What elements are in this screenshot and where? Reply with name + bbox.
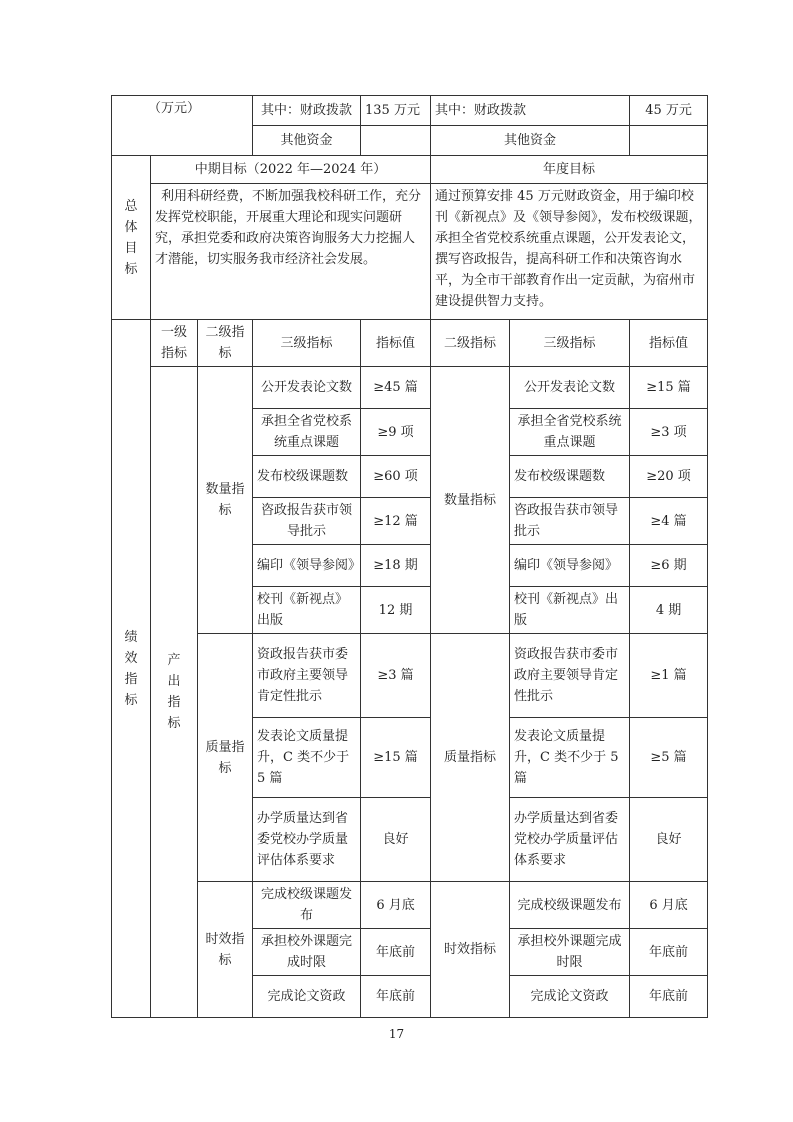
- value-header: 指标值: [361, 320, 431, 367]
- mid-indicator-value: 年底前: [361, 929, 431, 976]
- quality-indicator-label: 质量指标: [198, 634, 253, 882]
- mid-indicator-value: 6 月底: [361, 882, 431, 929]
- level1-header: 一级指标: [151, 320, 198, 367]
- mid-indicator-value: ≥18 期: [361, 545, 431, 587]
- mid-indicator-name: 公开发表论文数: [253, 367, 361, 409]
- mid-indicator-value: ≥15 篇: [361, 718, 431, 798]
- mid-indicator-name: 发表论文质量提升，C 类不少于 5 篇: [253, 718, 361, 798]
- annual-level3-header: 三级指标: [510, 320, 630, 367]
- mid-other-label: 其他资金: [253, 126, 361, 156]
- mid-fiscal-label: 其中：财政拨款: [253, 96, 361, 126]
- table-row: [112, 882, 708, 929]
- mid-indicator-value: ≥12 篇: [361, 498, 431, 545]
- annual-indicator-name: 办学质量达到省委党校办学质量评估体系要求: [510, 798, 630, 882]
- mid-indicator-name: 承担校外课题完成时限: [253, 929, 361, 976]
- mid-indicator-name: 咨政报告获市领导批示: [253, 498, 361, 545]
- level3-header: 三级指标: [253, 320, 361, 367]
- mid-indicator-value: ≥45 篇: [361, 367, 431, 409]
- mid-term-goal-header: 中期目标（2022 年—2024 年）: [151, 156, 431, 184]
- year-other-value: [630, 126, 708, 156]
- mid-indicator-value: 良好: [361, 798, 431, 882]
- annual-indicator-name: 资政报告获市委市政府主要领导肯定性批示: [510, 634, 630, 718]
- annual-indicator-value: ≥20 项: [630, 456, 708, 498]
- mid-indicator-name: 承担全省党校系统重点课题: [253, 409, 361, 456]
- annual-goal-text: 通过预算安排 45 万元财政资金，用于编印校刊《新视点》及《领导参阅》，发布校级课题，承担全省党校系统重点课题，公开发表论文，撰写咨政报告，提高科研工作和决策咨询水平，为全市干部教育作出一定贡献，为宿州市建设提供智力支持。: [431, 184, 708, 320]
- annual-value-header: 指标值: [630, 320, 708, 367]
- year-other-label: 其他资金: [431, 126, 630, 156]
- annual-indicator-value: ≥4 篇: [630, 498, 708, 545]
- annual-indicator-name: 完成论文资政: [510, 976, 630, 1018]
- annual-indicator-name: 承担校外课题完成时限: [510, 929, 630, 976]
- annual-indicator-name: 承担全省党校系统重点课题: [510, 409, 630, 456]
- mid-indicator-value: 12 期: [361, 587, 431, 634]
- annual-timeliness-indicator-label: 时效指标: [431, 882, 510, 1018]
- mid-indicator-value: ≥60 项: [361, 456, 431, 498]
- annual-indicator-name: 校刊《新视点》出版: [510, 587, 630, 634]
- annual-indicator-name: 发布校级课题数: [510, 456, 630, 498]
- mid-indicator-name: 编印《领导参阅》: [253, 545, 361, 587]
- mid-other-value: [361, 126, 431, 156]
- table-row: [112, 634, 708, 718]
- annual-indicator-value: ≥15 篇: [630, 367, 708, 409]
- mid-term-goal-text: 利用科研经费，不断加强我校科研工作，充分发挥党校职能，开展重大理论和现实问题研究，承担党委和政府决策咨询服务大力挖掘人才潜能，切实服务我市经济社会发展。: [151, 184, 431, 320]
- mid-indicator-name: 校刊《新视点》出版: [253, 587, 361, 634]
- annual-level2-header: 二级指标: [431, 320, 510, 367]
- annual-indicator-value: 6 月底: [630, 882, 708, 929]
- funding-unit-label: （万元）: [112, 96, 253, 156]
- annual-indicator-value: ≥1 篇: [630, 634, 708, 718]
- annual-indicator-name: 发表论文质量提升，C 类不少于 5 篇: [510, 718, 630, 798]
- timeliness-indicator-label: 时效指标: [198, 882, 253, 1018]
- page-number: 17: [388, 1027, 405, 1041]
- mid-indicator-name: 完成论文资政: [253, 976, 361, 1018]
- annual-indicator-value: ≥3 项: [630, 409, 708, 456]
- performance-table: [111, 95, 708, 1018]
- annual-indicator-value: 年底前: [630, 929, 708, 976]
- annual-goal-header: 年度目标: [431, 156, 708, 184]
- mid-indicator-name: 发布校级课题数: [253, 456, 361, 498]
- annual-quality-indicator-label: 质量指标: [431, 634, 510, 882]
- annual-indicator-value: 年底前: [630, 976, 708, 1018]
- mid-indicator-value: 年底前: [361, 976, 431, 1018]
- annual-indicator-value: 4 期: [630, 587, 708, 634]
- mid-fiscal-value: 135 万元: [361, 96, 431, 126]
- year-fiscal-label: 其中：财政拨款: [431, 96, 630, 126]
- year-fiscal-value: 45 万元: [630, 96, 708, 126]
- annual-indicator-name: 咨政报告获市领导批示: [510, 498, 630, 545]
- mid-indicator-value: ≥9 项: [361, 409, 431, 456]
- annual-indicator-name: 编印《领导参阅》: [510, 545, 630, 587]
- mid-indicator-value: ≥3 篇: [361, 634, 431, 718]
- level2-header: 二级指标: [198, 320, 253, 367]
- mid-indicator-name: 完成校级课题发布: [253, 882, 361, 929]
- performance-indicator-section-label: 绩 效 指 标: [112, 320, 151, 1018]
- annual-indicator-value: ≥6 期: [630, 545, 708, 587]
- table-row: [112, 367, 708, 409]
- mid-indicator-name: 资政报告获市委市政府主要领导肯定性批示: [253, 634, 361, 718]
- annual-indicator-name: 完成校级课题发布: [510, 882, 630, 929]
- annual-indicator-name: 公开发表论文数: [510, 367, 630, 409]
- quantity-indicator-label: 数量指标: [198, 367, 253, 634]
- annual-indicator-value: ≥5 篇: [630, 718, 708, 798]
- mid-indicator-name: 办学质量达到省委党校办学质量评估体系要求: [253, 798, 361, 882]
- annual-indicator-value: 良好: [630, 798, 708, 882]
- overall-goal-section-label: 总 体 目 标: [112, 156, 151, 320]
- output-indicator-label: 产 出 指 标: [151, 367, 198, 1018]
- annual-quantity-indicator-label: 数量指标: [431, 367, 510, 634]
